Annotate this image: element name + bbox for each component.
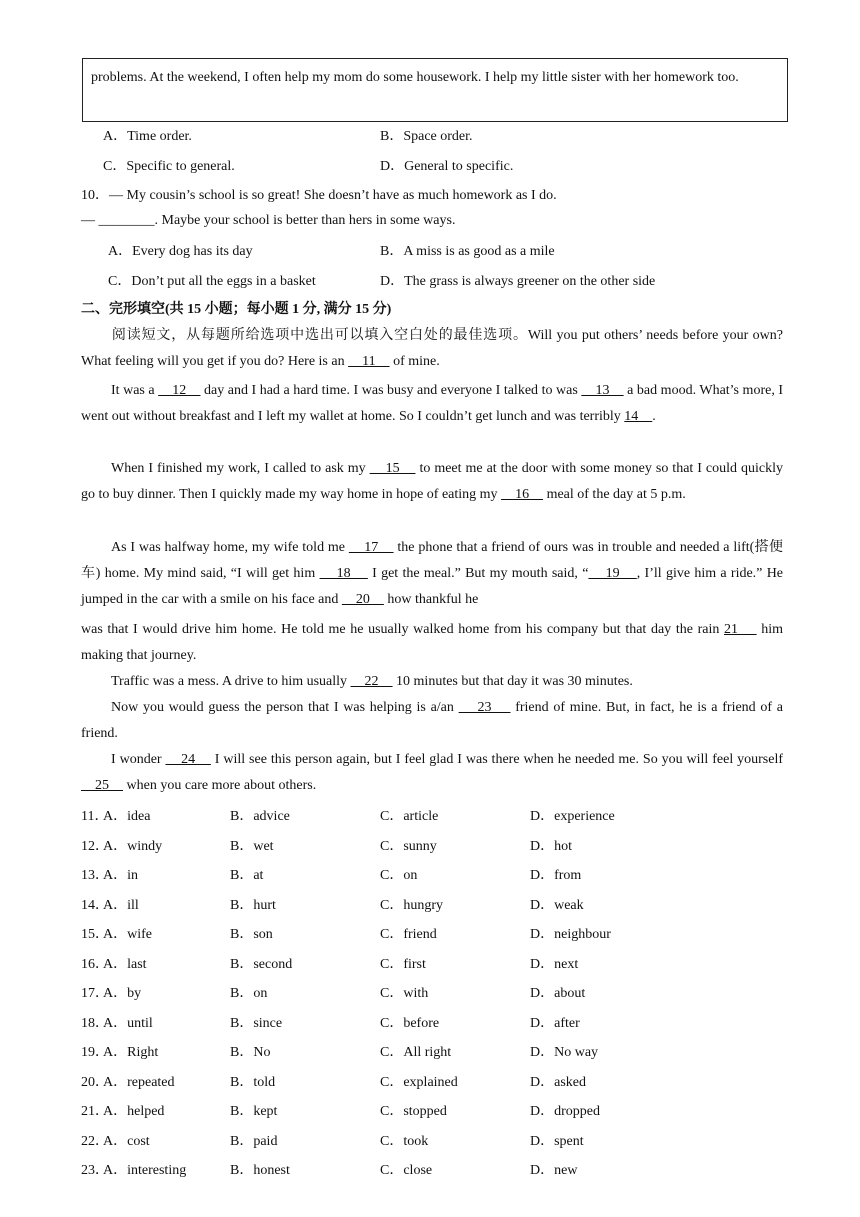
answer-option-c: C．before <box>380 1015 440 1031</box>
answer-option-a: A．repeated <box>103 1074 175 1090</box>
answer-option-a: A．cost <box>103 1133 150 1149</box>
section-title: 二、完形填空(共 15 小题；每小题 1 分, 满分 15 分) <box>81 302 392 317</box>
q10-blank: ________ <box>98 213 155 228</box>
answer-option-a: A．windy <box>103 838 163 854</box>
question-row <box>81 805 781 827</box>
answer-option-d: D．spent <box>530 1133 584 1149</box>
answer-option-d: D．after <box>530 1015 580 1031</box>
answer-option-a: A．until <box>103 1015 153 1031</box>
question-number: 22． <box>81 1133 109 1149</box>
answer-option-d: D．next <box>530 956 579 972</box>
question-number: 15． <box>81 927 109 942</box>
blank-19: 19 <box>588 566 637 581</box>
question-number: 18． <box>81 1015 109 1031</box>
question-row <box>81 982 781 1004</box>
question-number: 21． <box>81 1104 109 1119</box>
passage-paragraph-5: was that I would drive him home. He told me he usually walked home from his company but that day the rain 21 him making that journey. <box>81 622 784 663</box>
answer-option-c: C．first <box>380 956 426 972</box>
q10-option-d: D．The grass is always greener on the other side <box>380 274 656 289</box>
question-row <box>81 953 781 975</box>
answer-option-c: C．article <box>380 809 439 824</box>
blank-16: 16 <box>501 487 544 502</box>
passage-paragraph-1: 阅读短文，从每题所给选项中选出可以填入空白处的最佳选项。Will you put others’ needs before your own? What feeling will you get if you do? Here is an 11 of mine. <box>81 328 783 369</box>
answer-option-c: C．sunny <box>380 838 437 854</box>
q9-option-a: A．Time order. <box>103 129 192 144</box>
question-row <box>81 1130 781 1152</box>
q10-stem: 10．— My cousin’s school is so great! She doesn’t have as much homework as I do. <box>81 188 557 203</box>
question-row <box>81 1071 781 1093</box>
answer-option-a: A．helped <box>103 1104 165 1119</box>
answer-option-c: C．took <box>380 1133 429 1149</box>
question-row <box>81 1159 781 1181</box>
question-row <box>81 894 781 916</box>
question-number: 20． <box>81 1074 109 1090</box>
passage-paragraph-2: It was a 12 day and I had a hard time. I was busy and everyone I talked to was 13 a bad mood. What’s more, I went out without breakfast and I left my wallet at home. So I couldn’t get lunch and was terribly 14 . <box>81 383 784 424</box>
question-row <box>81 1100 781 1122</box>
answer-option-b: B．told <box>230 1074 276 1090</box>
answer-option-b: B．hurt <box>230 897 276 913</box>
answer-option-b: B．kept <box>230 1104 278 1119</box>
passage-paragraph-7: Now you would guess the person that I was helping is a/an 23 friend of mine. But, in fact, he is a friend of a friend. <box>81 700 784 741</box>
answer-option-c: C．friend <box>380 927 437 942</box>
blank-24: 24 <box>165 752 211 767</box>
answer-option-a: A．interesting <box>103 1163 187 1178</box>
answer-option-d: D．weak <box>530 897 584 913</box>
answer-option-b: B．at <box>230 868 264 883</box>
q10-option-b: B．A miss is as good as a mile <box>380 244 555 259</box>
answer-option-d: D．hot <box>530 838 572 854</box>
answer-option-b: B．on <box>230 986 268 1001</box>
passage-paragraph-3: When I finished my work, I called to ask my 15 to meet me at the door with some money so that I could quickly go to buy dinner. Then I quickly made my way home in hope of eating my 16 meal of the day at 5 p.m. <box>81 461 783 502</box>
answer-option-a: A．idea <box>103 809 151 824</box>
answer-option-b: B．No <box>230 1045 271 1060</box>
blank-11: 11 <box>348 354 390 369</box>
blank-12: 12 <box>158 383 201 398</box>
answer-option-b: B．honest <box>230 1163 290 1178</box>
question-number: 16． <box>81 956 109 972</box>
answer-option-b: B．paid <box>230 1133 278 1149</box>
blank-15: 15 <box>369 461 416 476</box>
q10-reply <box>81 213 455 229</box>
answer-option-c: C．with <box>380 986 429 1001</box>
answer-option-c: C．on <box>380 868 418 883</box>
answer-option-c: C．All right <box>380 1045 452 1060</box>
question-number: 17． <box>81 986 109 1001</box>
passage-paragraph-4: As I was halfway home, my wife told me 17 the phone that a friend of ours was in trouble and needed a lift(搭便车) home. My mind said, “I will get him 18 I get the meal.” But my mouth said, “ 19 , I’ll give him a ride.” He jumped in the car with a smile on his face and 20 how thankful he <box>81 540 784 607</box>
question-number: 13． <box>81 868 109 883</box>
question-row <box>81 864 781 886</box>
blank-20: 20 <box>341 592 384 607</box>
question-row <box>81 1041 781 1063</box>
blank-13: 13 <box>581 383 624 398</box>
answer-option-d: D．about <box>530 986 586 1001</box>
question-row <box>81 923 781 945</box>
question-number: 23． <box>81 1163 109 1178</box>
answer-option-c: C．hungry <box>380 897 443 913</box>
answer-option-d: D．asked <box>530 1074 586 1090</box>
q9-option-b: B．Space order. <box>380 129 473 144</box>
blank-21: 21 <box>724 622 757 637</box>
blank-25: 25 <box>81 778 123 793</box>
box-text: problems. At the weekend, I often help my mom do some housework. I help my little sister with her homework too. <box>91 70 739 85</box>
answer-option-d: D．dropped <box>530 1104 600 1119</box>
q10-option-c: C．Don’t put all the eggs in a basket <box>108 274 316 289</box>
question-row <box>81 1012 781 1034</box>
answer-option-b: B．advice <box>230 809 290 824</box>
answer-option-a: A．last <box>103 956 147 972</box>
answer-option-a: A．wife <box>103 927 152 942</box>
question-number: 12． <box>81 838 109 854</box>
answer-option-d: D．experience <box>530 809 615 824</box>
answer-option-c: C．stopped <box>380 1104 447 1119</box>
answer-option-b: B．son <box>230 927 273 942</box>
question-row <box>81 835 781 857</box>
answer-option-d: D．No way <box>530 1045 599 1060</box>
question-number: 19． <box>81 1045 109 1060</box>
answer-option-d: D．neighbour <box>530 927 611 942</box>
question-number: 14． <box>81 897 109 913</box>
answer-option-b: B．since <box>230 1015 283 1031</box>
q9-option-d: D．General to specific. <box>380 159 514 174</box>
q10-option-a: A．Every dog has its day <box>108 244 253 259</box>
question-number: 11． <box>81 809 109 824</box>
answer-option-a: A．ill <box>103 897 139 913</box>
answer-option-b: B．second <box>230 956 293 972</box>
q9-option-c: C．Specific to general. <box>103 159 235 174</box>
answer-option-a: A．by <box>103 986 142 1001</box>
answer-option-b: B．wet <box>230 838 274 854</box>
passage-paragraph-6: Traffic was a mess. A drive to him usually 22 10 minutes but that day it was 30 minutes. <box>111 674 633 689</box>
q10-reply-prefix: — <box>81 213 99 228</box>
q10-reply-suffix: . Maybe your school is better than hers in some ways. <box>154 213 456 228</box>
blank-14: 14 <box>624 409 653 424</box>
reading-passage-box <box>82 58 788 122</box>
answer-option-c: C．close <box>380 1163 433 1178</box>
blank-18: 18 <box>319 566 368 581</box>
answer-option-d: D．from <box>530 868 582 883</box>
answer-option-d: D．new <box>530 1163 578 1178</box>
answer-option-c: C．explained <box>380 1074 458 1090</box>
blank-17: 17 <box>348 540 394 555</box>
passage-paragraph-8: I wonder 24 I will see this person again, but I feel glad I was there when he needed me. So you will feel yourself 25 when you care more about others. <box>81 752 784 793</box>
blank-23: 23 <box>458 700 511 715</box>
answer-option-a: A．Right <box>103 1045 159 1060</box>
answer-option-a: A．in <box>103 868 138 883</box>
blank-22: 22 <box>350 674 393 689</box>
